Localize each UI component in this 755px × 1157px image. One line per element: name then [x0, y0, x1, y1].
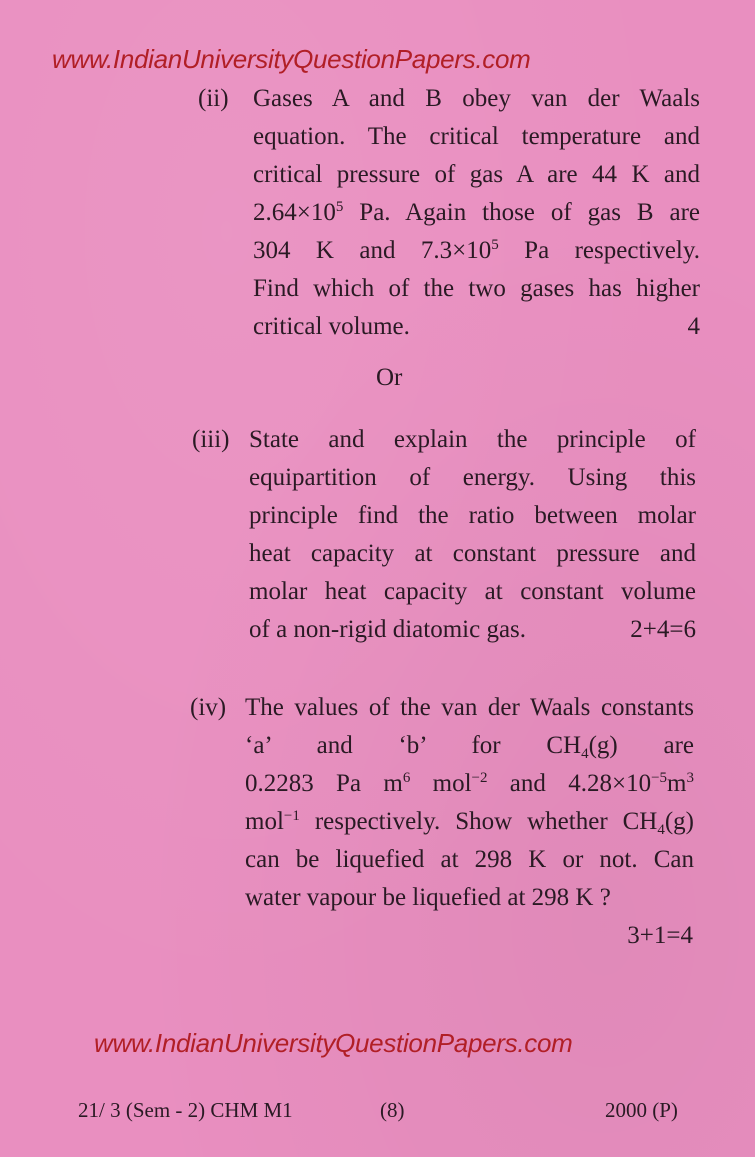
- question-line: The values of the van der Waals constants: [245, 694, 694, 721]
- question-line: critical volume. 4: [253, 308, 700, 346]
- marks-label: 2+4=6: [630, 616, 696, 643]
- or-divider-text: Or: [376, 364, 403, 391]
- watermark-top[interactable]: www.IndianUniversityQuestionPapers.com: [52, 44, 531, 74]
- question-line: Find which of the two gases has higher: [253, 275, 700, 302]
- question-line: water vapour be liquefied at 298 K ?: [245, 884, 611, 911]
- question-body: [245, 689, 694, 917]
- question-line: heat capacity at constant pressure and: [249, 540, 696, 567]
- question-line: principle find the ratio between molar: [249, 502, 696, 529]
- question-line: State and explain the principle of: [249, 426, 696, 453]
- question-number: (iv): [190, 694, 227, 721]
- question-line: of a non-rigid diatomic gas. 2+4=6: [249, 611, 696, 649]
- print-copies: 2000 (P): [605, 1098, 678, 1122]
- question-line: 304 K and $7.3\times 10^5$ Pa respectively.: [253, 237, 701, 264]
- question-line: ‘a’ and ‘b’ for $CH_4(g)$ are: [245, 732, 694, 762]
- watermark-bottom[interactable]: www.IndianUniversityQuestionPapers.com: [94, 1028, 573, 1058]
- question-line: equation. The critical temperature and: [253, 123, 700, 150]
- question-line: molar heat capacity at constant volume: [249, 578, 696, 605]
- question-line: critical pressure of gas A are 44 K and: [253, 161, 700, 188]
- marks-label: 4: [687, 313, 700, 340]
- page-number: (8): [380, 1098, 405, 1122]
- question-line: $2.64\times 10^5$ Pa. Again those of gas B are: [253, 199, 700, 226]
- marks-label: 3+1=4: [627, 922, 693, 949]
- question-line: can be liquefied at 298 K or not. Can: [245, 846, 694, 873]
- question-body: [253, 80, 700, 346]
- question-line: equipartition of energy. Using this: [249, 464, 696, 491]
- question-line: Gases A and B obey van der Waals: [253, 85, 700, 112]
- question-body: [249, 421, 696, 649]
- paper-code: 21/ 3 (Sem - 2) CHM M1: [78, 1098, 293, 1122]
- question-line: 0.2283 Pa $m^6$ mol$^{-2}$ and $4.28\times 10^{-5}m^3$: [245, 770, 694, 797]
- question-line: mol$^{-1}$ respectively. Show whether $CH_4(g)$: [245, 808, 694, 838]
- question-number: (ii): [198, 85, 229, 112]
- question-number: (iii): [192, 426, 230, 453]
